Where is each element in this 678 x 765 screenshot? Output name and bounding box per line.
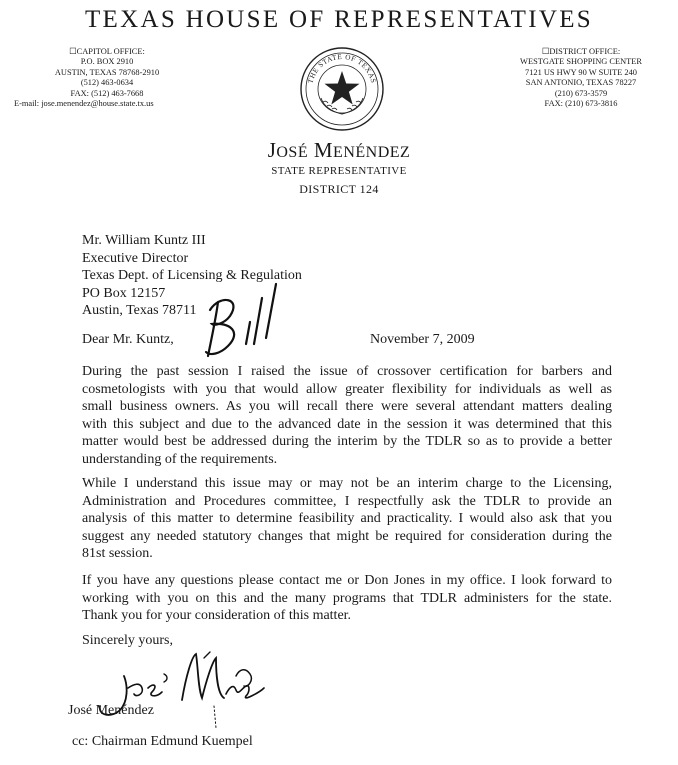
signature-name: José Menéndez bbox=[68, 703, 154, 718]
name-first-rest: OSÉ bbox=[276, 144, 309, 161]
body-paragraph-3 bbox=[82, 572, 612, 625]
seal-text: THE STATE OF TEXAS bbox=[306, 52, 378, 85]
paragraph-line: Administration and Procedures committee, I respectfully ask the TDLR to provide an bbox=[82, 493, 612, 509]
letterhead-title: TEXAS HOUSE OF REPRESENTATIVES bbox=[84, 6, 593, 33]
recipient-title: Executive Director bbox=[82, 250, 189, 266]
capitol-office-city: AUSTIN, TEXAS 78768-2910 bbox=[54, 67, 160, 77]
name-last-rest: ENÉNDEZ bbox=[333, 144, 411, 161]
paragraph-line: working with you on this and the many programs that TDLR administers for the state. bbox=[82, 590, 612, 606]
salutation: Dear Mr. Kuntz, bbox=[82, 332, 174, 347]
recipient-city: Austin, Texas 78711 bbox=[82, 303, 197, 319]
paragraph-line: cosmetologists with you that would allow greater flexibility for individuals as well as bbox=[82, 381, 612, 397]
handwritten-bill-note bbox=[200, 278, 290, 364]
paragraph-line: matter would best be addressed during the interim by the TDLR so as to provide a better bbox=[82, 434, 612, 450]
district-office-phone: (210) 673-3579 bbox=[554, 88, 608, 98]
paragraph-line: While I understand this issue may or may not be an interim charge to the Licensing, bbox=[82, 476, 612, 491]
paragraph-line: If you have any questions please contact me or Don Jones in my office. I look forward to bbox=[82, 573, 612, 588]
district-office-fax: FAX: (210) 673-3816 bbox=[544, 99, 618, 109]
paragraph-line: suggest any needed statutory changes that might be required for consideration during the bbox=[82, 528, 612, 544]
capitol-office-block bbox=[12, 47, 202, 109]
district-office-city: SAN ANTONIO, TEXAS 78227 bbox=[525, 78, 637, 88]
paragraph-line: During the past session I raised the issue of crossover certification for barbers and bbox=[82, 364, 612, 379]
body-paragraph-2 bbox=[82, 475, 612, 563]
body-paragraph-1 bbox=[82, 363, 612, 469]
paragraph-line: small business owners. As you will recall there were several attendant matters dealing bbox=[82, 399, 612, 415]
name-first-initial: J bbox=[267, 138, 277, 162]
paragraph-line: Thank you for your consideration of this matter. bbox=[82, 608, 352, 624]
recipient-box: PO Box 12157 bbox=[82, 285, 166, 301]
representative-name bbox=[0, 138, 678, 163]
representative-position: STATE REPRESENTATIVE bbox=[271, 165, 407, 177]
paragraph-line: analysis of this matter to determine feasibility and practicality. I would also ask that you bbox=[82, 511, 612, 527]
letter-date: November 7, 2009 bbox=[370, 332, 475, 347]
recipient-org: Texas Dept. of Licensing & Regulation bbox=[82, 268, 302, 284]
recipient-name: Mr. William Kuntz III bbox=[82, 233, 206, 248]
signature-icon bbox=[64, 636, 274, 736]
paragraph-line: 81st session. bbox=[82, 546, 153, 562]
capitol-office-phone: (512) 463-0634 bbox=[80, 78, 134, 88]
capitol-office-box: P.O. BOX 2910 bbox=[80, 57, 134, 67]
district-office-label: ☐DISTRICT OFFICE: bbox=[541, 47, 621, 56]
closing: Sincerely yours, bbox=[82, 633, 173, 648]
representative-district: DISTRICT 124 bbox=[299, 182, 379, 196]
district-office-street: 7121 US HWY 90 W SUITE 240 bbox=[525, 67, 637, 77]
district-office-block bbox=[486, 47, 676, 109]
capitol-office-label: ☐CAPITOL OFFICE: bbox=[69, 47, 145, 56]
state-seal-icon bbox=[299, 46, 385, 132]
paragraph-line: with this subject and due to the advanced date in the session it was determined that this bbox=[82, 416, 612, 432]
capitol-office-email: E-mail: jose.menendez@house.state.tx.us bbox=[14, 99, 154, 109]
paragraph-line: understanding of the requirements. bbox=[82, 451, 278, 467]
capitol-office-fax: FAX: (512) 463-7668 bbox=[70, 88, 144, 98]
cc-line: cc: Chairman Edmund Kuempel bbox=[72, 734, 253, 749]
district-office-center: WESTGATE SHOPPING CENTER bbox=[520, 57, 642, 67]
name-last-initial: M bbox=[313, 138, 334, 162]
